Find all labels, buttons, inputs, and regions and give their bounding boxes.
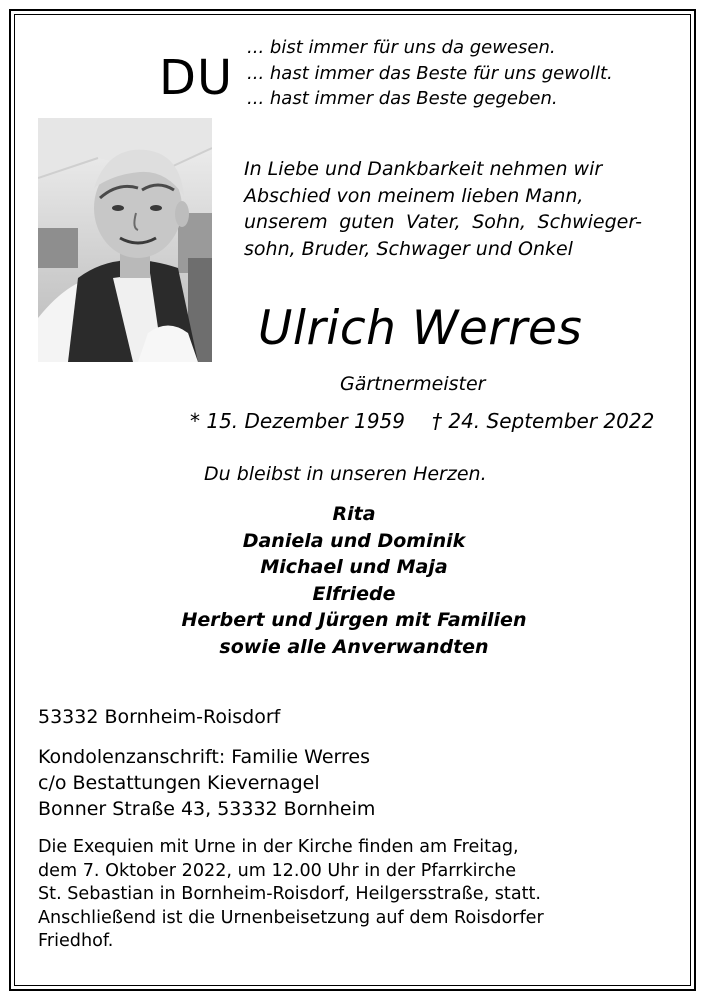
du-line-2: ... hast immer das Beste für uns gewollt. — [247, 62, 613, 84]
motto: Du bleibst in unseren Herzen. — [204, 463, 487, 485]
mourners-list — [54, 501, 654, 660]
place-line: 53332 Bornheim-Roisdorf — [38, 706, 281, 728]
exequies-line-4: Anschließend ist die Urnenbeisetzung auf dem Roisdorfer — [38, 907, 544, 928]
mourner-2: Daniela und Dominik — [242, 529, 466, 552]
exequies-text — [38, 836, 544, 954]
mourner-1: Rita — [332, 503, 376, 525]
exequies-line-5: Friedhof. — [38, 931, 114, 951]
mourner-5: Herbert und Jürgen mit Familien — [181, 609, 527, 631]
deceased-name: Ulrich Werres — [258, 301, 583, 356]
death-date: † 24. September 2022 — [432, 409, 655, 433]
intro-line-1: In Liebe und Dankbarkeit nehmen wir — [244, 158, 603, 180]
du-line-1: ... bist immer für uns da gewesen. — [247, 37, 556, 58]
exequies-line-1: Die Exequien mit Urne in der Kirche finden am Freitag, — [38, 837, 519, 857]
mourner-3: Michael und Maja — [260, 556, 448, 578]
intro-text — [244, 156, 644, 262]
portrait-photo — [38, 118, 212, 362]
du-heading: DU — [159, 50, 234, 106]
intro-line-2: Abschied von meinem lieben Mann, — [244, 184, 584, 207]
du-line-3: ... hast immer das Beste gegeben. — [247, 88, 558, 109]
intro-line-3: unserem guten Vater, Sohn, Schwieger- — [244, 211, 642, 233]
deceased-title: Gärtnermeister — [340, 373, 486, 395]
exequies-line-2: dem 7. Oktober 2022, um 12.00 Uhr in der Pfarrkirche — [38, 860, 517, 881]
condolence-address — [38, 744, 375, 822]
address-line-1: Kondolenzanschrift: Familie Werres — [38, 746, 370, 768]
mourner-4: Elfriede — [312, 582, 396, 605]
address-line-3: Bonner Straße 43, 53332 Bornheim — [38, 798, 376, 820]
exequies-line-3: St. Sebastian in Bornheim-Roisdorf, Heilgersstraße, statt. — [38, 884, 541, 904]
intro-line-4: sohn, Bruder, Schwager und Onkel — [244, 237, 573, 260]
mourner-6: sowie alle Anverwandten — [219, 635, 489, 658]
birth-date: * 15. Dezember 1959 — [190, 409, 405, 433]
address-line-2: c/o Bestattungen Kievernagel — [38, 772, 320, 794]
du-lines — [247, 35, 613, 112]
